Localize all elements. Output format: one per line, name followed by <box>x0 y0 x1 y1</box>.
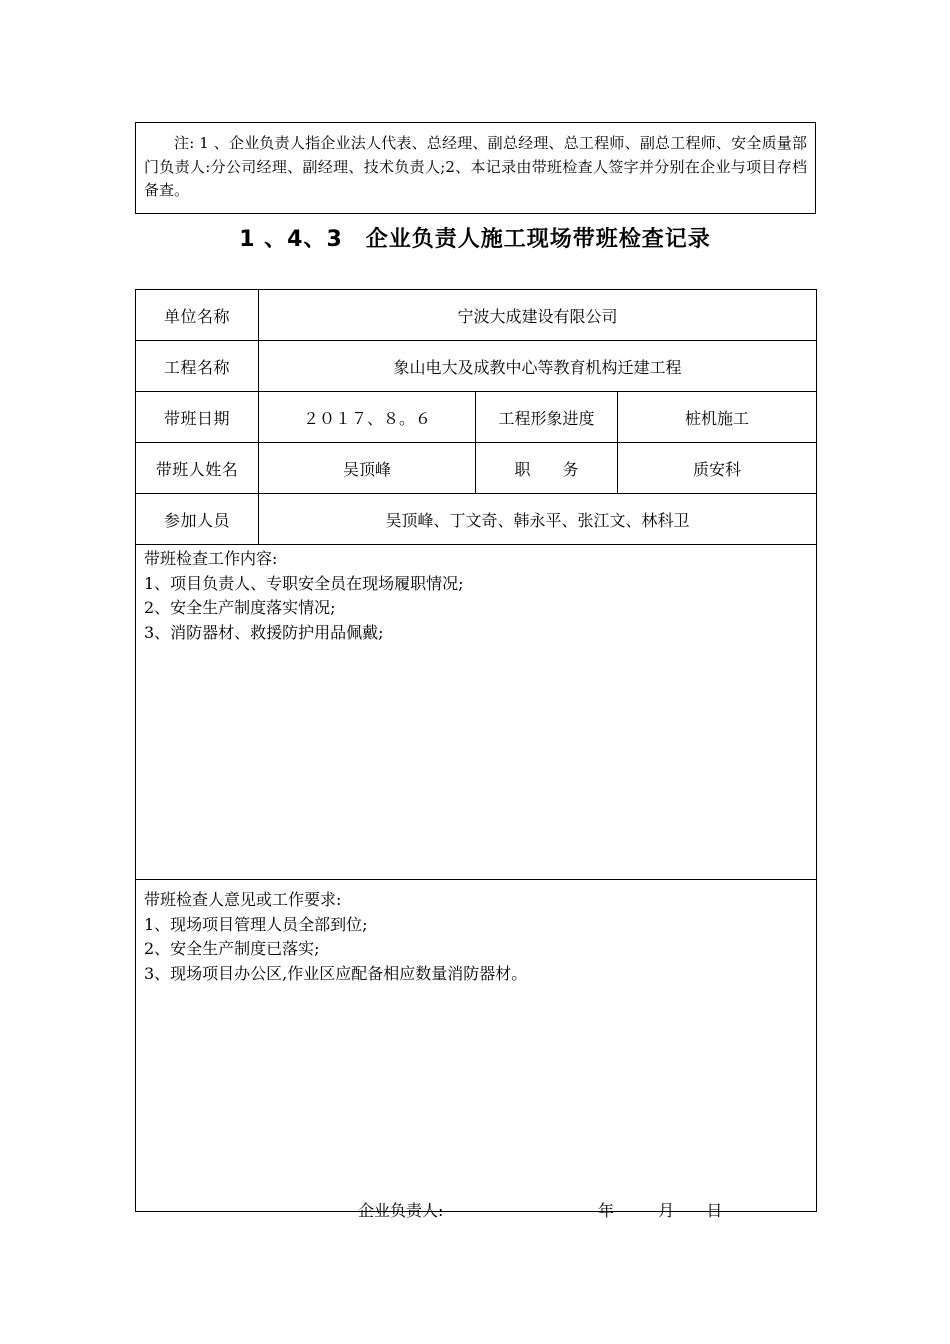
opinion-content <box>136 880 817 1220</box>
opinion-heading: 带班检查人意见或工作要求: <box>144 890 342 909</box>
record-table <box>135 289 817 1220</box>
inspection-item: 1、项目负责人、专职安全员在现场履职情况; <box>144 573 464 593</box>
date-row <box>136 392 817 443</box>
participants-label: 参加人员 <box>136 494 259 545</box>
inspection-item: 3、消防器材、救援防护用品佩戴; <box>144 622 384 642</box>
participants-row <box>136 494 817 545</box>
project-row <box>136 341 817 392</box>
note-box <box>135 122 816 214</box>
opinion-item: 1、现场项目管理人员全部到位; <box>144 914 368 934</box>
year-label: 年 <box>598 1201 615 1220</box>
leader-value: 吴顶峰 <box>259 443 476 494</box>
project-value: 象山电大及成教中心等教育机构迁建工程 <box>259 341 817 392</box>
inspection-content <box>136 545 817 880</box>
opinion-item: 2、安全生产制度已落实; <box>144 939 320 958</box>
signer-label: 企业负责人: <box>358 1201 444 1220</box>
date-label: 带班日期 <box>136 392 259 443</box>
position-label: 职 务 <box>476 443 618 494</box>
position-value: 质安科 <box>618 443 817 494</box>
opinion-row <box>136 880 817 1212</box>
unit-value: 宁波大成建设有限公司 <box>259 290 817 341</box>
day-label: 日 <box>706 1201 723 1220</box>
leader-label: 带班人姓名 <box>136 443 259 494</box>
opinion-item: 3、现场项目办公区,作业区应配备相应数量消防器材。 <box>144 963 528 983</box>
inspection-row <box>136 545 817 880</box>
leader-row <box>136 443 817 494</box>
project-label: 工程名称 <box>136 341 259 392</box>
inspection-heading: 带班检查工作内容: <box>144 549 278 568</box>
inspection-item: 2、安全生产制度落实情况; <box>144 598 336 617</box>
progress-value: 桩机施工 <box>618 392 817 443</box>
unit-row <box>136 290 817 341</box>
progress-label: 工程形象进度 <box>476 392 618 443</box>
date-fields <box>598 1199 722 1224</box>
date-value: ２０１７、８。６ <box>259 392 476 443</box>
month-label: 月 <box>658 1201 675 1220</box>
note-text: 注: 1 、企业负责人指企业法人代表、总经理、副总经理、总工程师、副总工程师、安全质量部门负责人:分公司经理、副经理、技术负责人;2、本记录由带班检查人签字并分别在企业与项目存档备查。 <box>144 134 807 199</box>
unit-label: 单位名称 <box>136 290 259 341</box>
page-title: 1 、4、3 企业负责人施工现场带班检查记录 <box>239 227 711 252</box>
participants-value: 吴顶峰、丁文奇、韩永平、张江文、林科卫 <box>259 494 817 545</box>
